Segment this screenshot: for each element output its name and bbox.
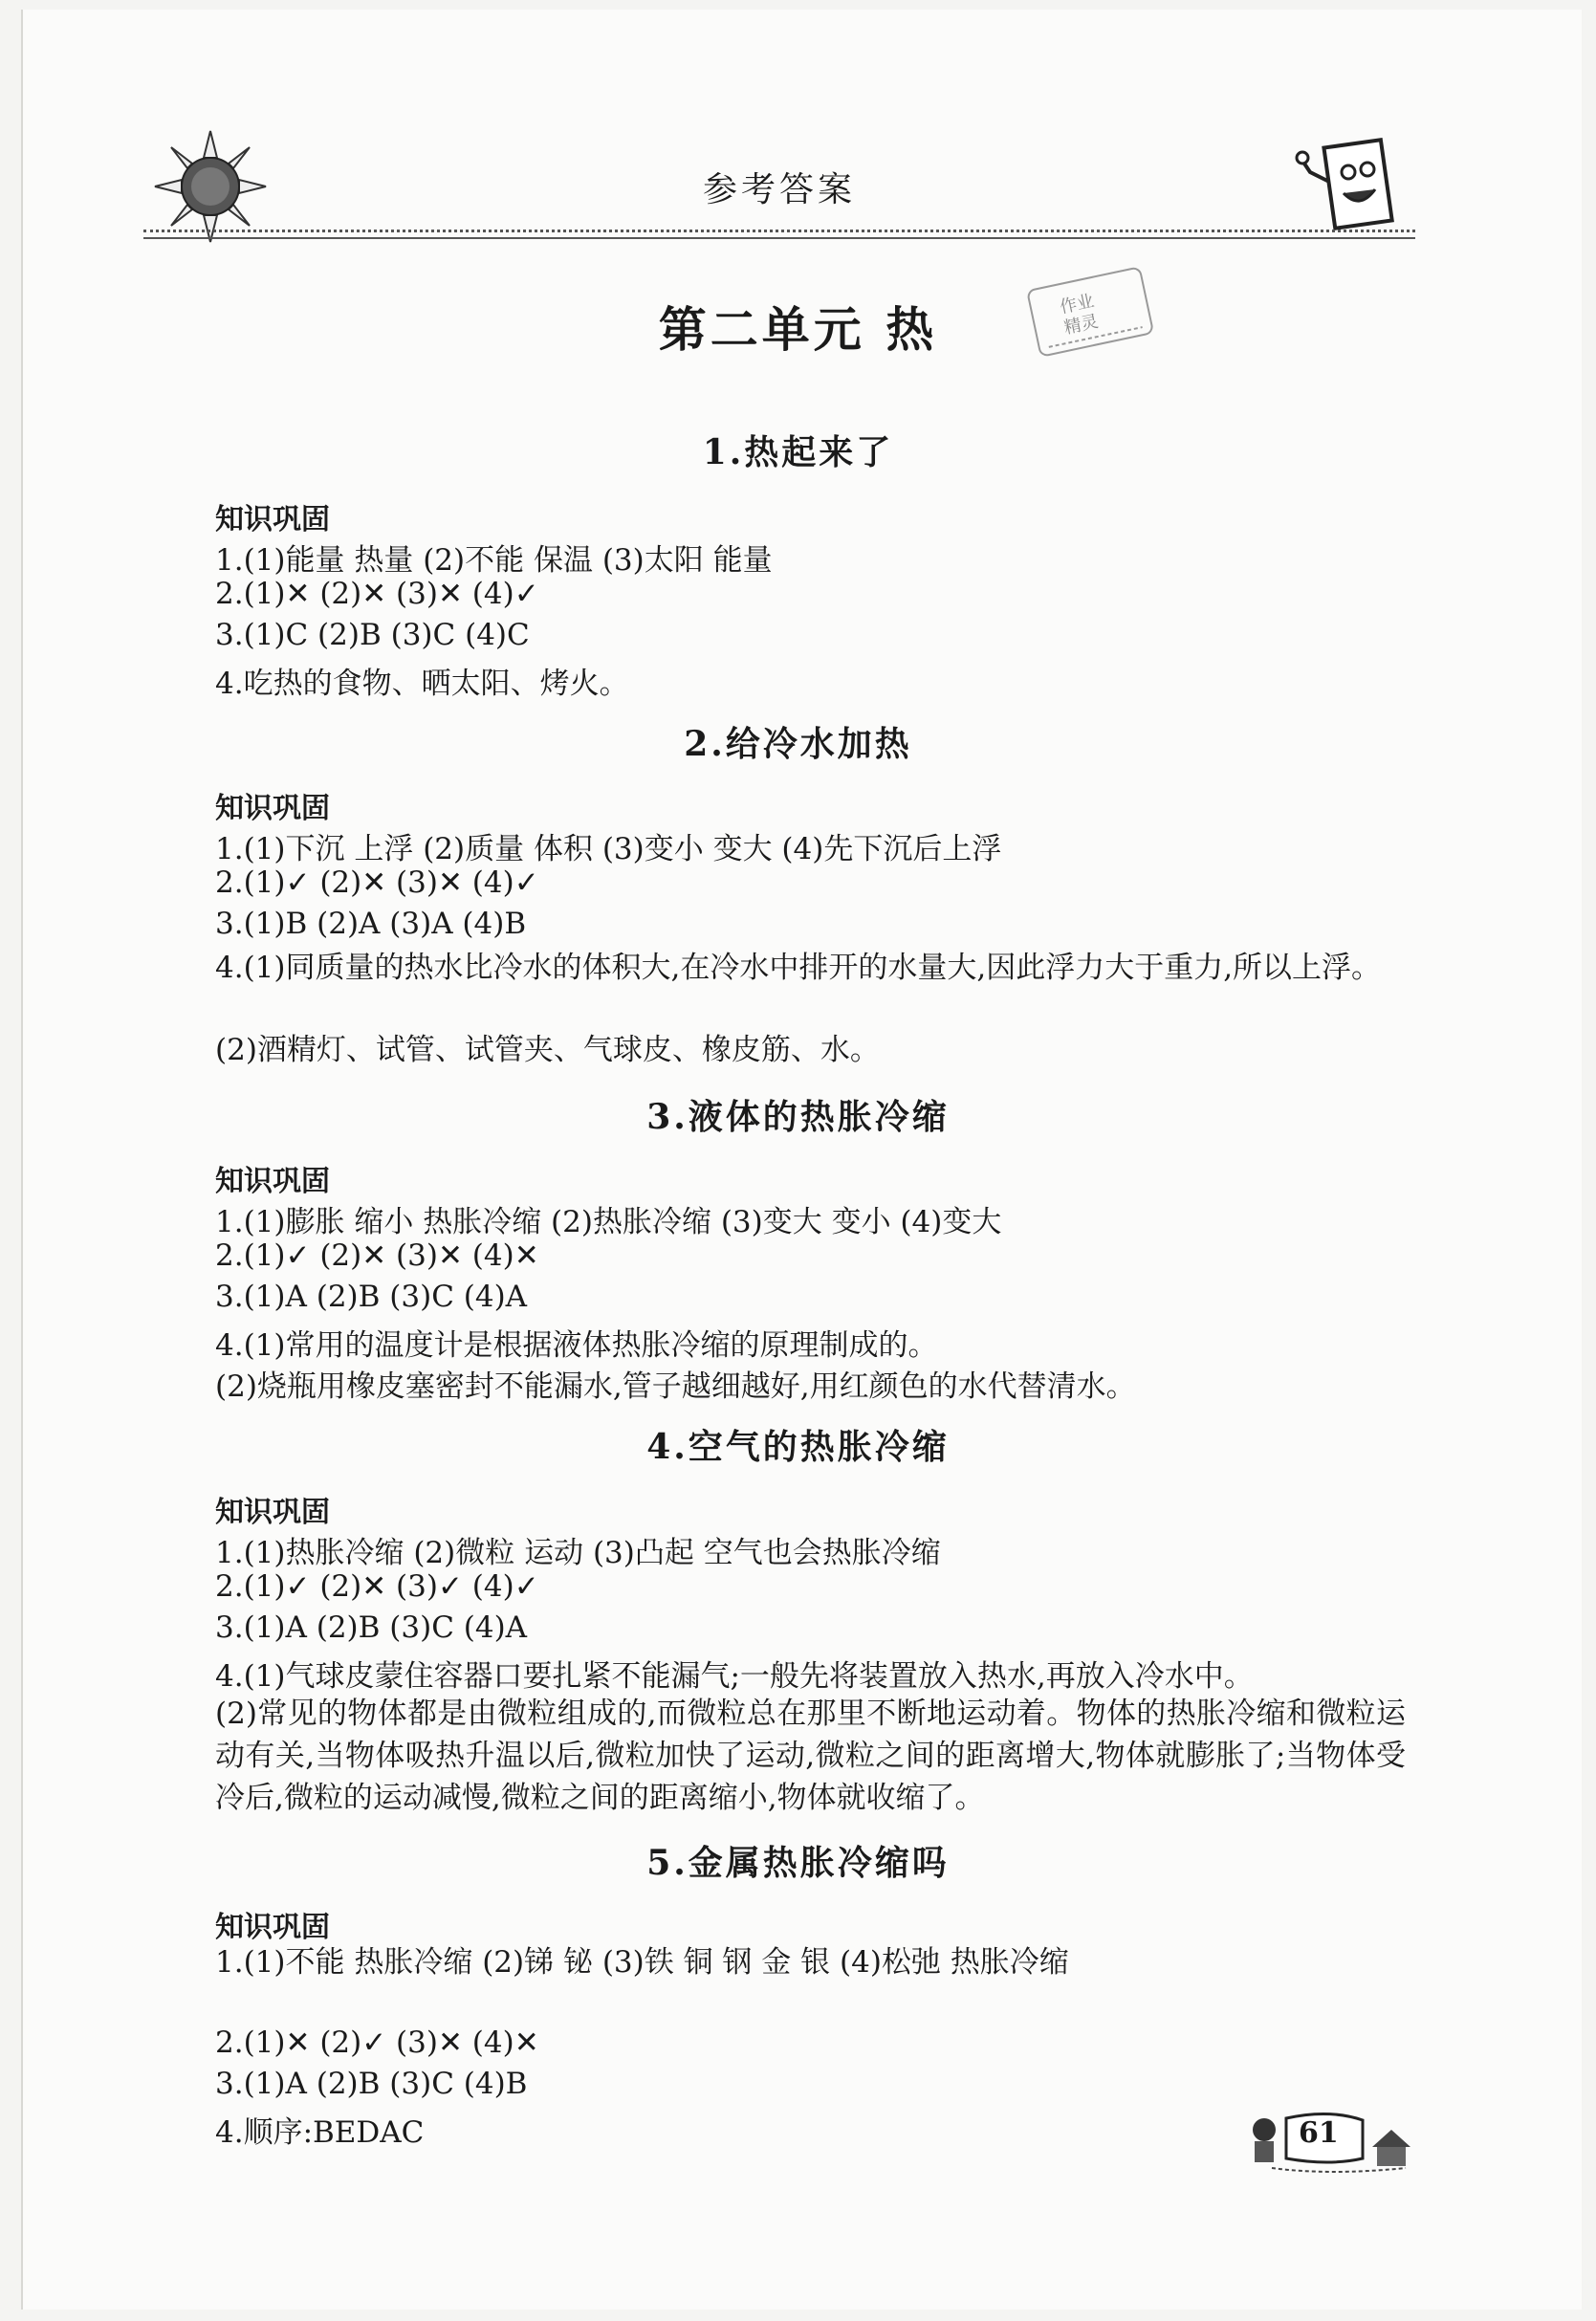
answer-line: 4.(1)常用的温度计是根据液体热胀冷缩的原理制成的。 (215, 1328, 938, 1363)
answer-line: 1.(1)热胀冷缩 (2)微粒 运动 (3)凸起 空气也会热胀冷缩 (215, 1536, 941, 1570)
answer-line: 2.(1)✓ (2)✕ (3)✕ (4)✕ (215, 1238, 539, 1273)
book-mascot-icon (1291, 134, 1406, 239)
header-divider (143, 230, 1415, 232)
section-title: 4.空气的热胀冷缩 (646, 1427, 950, 1467)
stamp-text: 精灵 (1061, 311, 1101, 339)
answer-line: 1.(1)能量 热量 (2)不能 保温 (3)太阳 能量 (215, 543, 773, 578)
page-header (143, 134, 1415, 244)
answer-line: 1.(1)下沉 上浮 (2)质量 体积 (3)变小 变大 (4)先下沉后上浮 (215, 832, 1002, 866)
unit-title: 第二单元 热 (658, 301, 938, 358)
answer-paragraph: 4.(1)同质量的热水比冷水的体积大,在冷水中排开的水量大,因此浮力大于重力,所以上浮。 (215, 951, 1382, 985)
answer-line: 1.(1)膨胀 缩小 热胀冷缩 (2)热胀冷缩 (3)变大 变小 (4)变大 (215, 1205, 1002, 1239)
section-title: 2.给冷水加热 (684, 724, 912, 764)
section-title: 3.液体的热胀冷缩 (646, 1097, 950, 1137)
answer-line: 4.(1)气球皮蒙住容器口要扎紧不能漏气;一般先将装置放入热水,再放入冷水中。 (215, 1659, 1254, 1694)
answer-line: 2.(1)✓ (2)✕ (3)✓ (4)✓ (215, 1569, 539, 1604)
answer-line: 3.(1)A (2)B (3)C (4)A (215, 1610, 528, 1645)
section-subheading: 知识巩固 (215, 1911, 330, 1944)
answer-line: 3.(1)A (2)B (3)C (4)B (215, 2067, 528, 2101)
answer-paragraph: (2)常见的物体都是由微粒组成的,而微粒总在那里不断地运动着。物体的热胀冷缩和微粒运动有关,当物体吸热升温以后,微粒加快了运动,微粒之间的距离增大,物体就膨胀了;当物体受冷后,微粒的运动减慢,微粒之间的距离缩小,物体就收缩了。 (215, 1697, 1406, 1815)
section-title: 1.热起来了 (702, 432, 894, 472)
section-subheading: 知识巩固 (215, 1165, 330, 1198)
section-subheading: 知识巩固 (215, 503, 330, 536)
answer-line: 2.(1)✕ (2)✓ (3)✕ (4)✕ (215, 2025, 539, 2060)
answer-paragraph: 1.(1)不能 热胀冷缩 (2)锑 铋 (3)铁 铜 钢 金 银 (4)松弛 热胀冷缩 (215, 1945, 1069, 1980)
section-subheading: 知识巩固 (215, 792, 330, 825)
page-number: 61 (1299, 2116, 1339, 2150)
answer-line: 2.(1)✕ (2)✕ (3)✕ (4)✓ (215, 577, 539, 611)
header-title: 参考答案 (702, 170, 856, 209)
section-title: 5.金属热胀冷缩吗 (646, 1843, 950, 1883)
answer-paragraph: (2)酒精灯、试管、试管夹、气球皮、橡皮筋、水。 (215, 1033, 880, 1067)
answer-line: 3.(1)C (2)B (3)C (4)C (215, 618, 530, 652)
stamp-text: 作业 (1058, 291, 1096, 318)
answer-line: 4.吃热的食物、晒太阳、烤火。 (215, 667, 629, 701)
section-subheading: 知识巩固 (215, 1496, 330, 1529)
answer-line: (2)烧瓶用橡皮塞密封不能漏水,管子越细越好,用红颜色的水代替清水。 (215, 1369, 1136, 1404)
answer-line: 2.(1)✓ (2)✕ (3)✕ (4)✓ (215, 865, 539, 900)
page-number-ornament (1243, 2109, 1415, 2176)
answer-line: 3.(1)B (2)A (3)A (4)B (215, 907, 527, 941)
answer-line: 4.顺序:BEDAC (215, 2115, 425, 2150)
header-divider (143, 237, 1415, 239)
answer-line: 3.(1)A (2)B (3)C (4)A (215, 1280, 528, 1314)
